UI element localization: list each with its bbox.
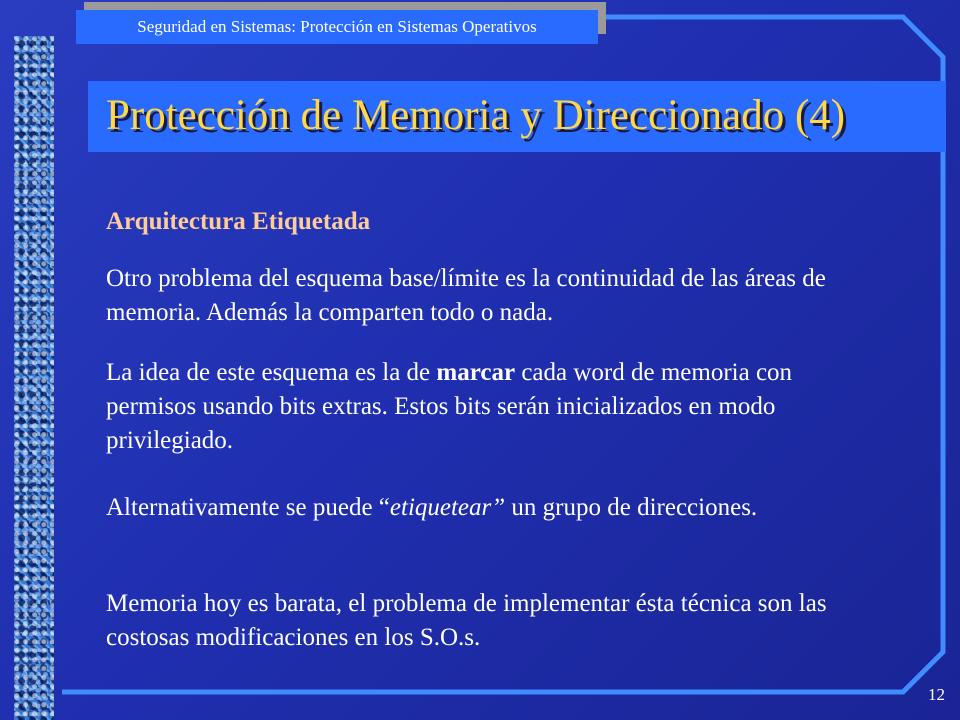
slide-title: Protección de Memoria y Direccionado (4) <box>106 92 846 139</box>
paragraph-marking-start: La idea de este esquema es la de <box>106 359 437 386</box>
emphasis-marcar: marcar <box>436 359 516 386</box>
emphasis-etiquetear: etiquetear” <box>389 494 506 521</box>
paragraph-marking-end: cada word de memoria con permisos usando bits extras. Estos bits serán inicializados en modo privilegiado. <box>106 359 793 454</box>
section-subheading: Arquitectura Etiquetada <box>106 208 371 235</box>
paragraph-tagging-end: un grupo de direcciones. <box>505 494 758 521</box>
decorative-side-strip <box>14 36 54 720</box>
paragraph-tagging-start: Alternativamente se puede “ <box>106 494 390 521</box>
paragraph-tagging <box>106 491 851 525</box>
paragraph-continuity: Otro problema del esquema base/límite es la continuidad de las áreas de memoria. Además la comparten todo o nada. <box>106 265 826 326</box>
paragraph-cost: Memoria hoy es barata, el problema de implementar ésta técnica son las costosas modificaciones en los S.O.s. <box>106 590 827 651</box>
header-course-title: Seguridad en Sistemas: Protección en Sistemas Operativos <box>76 10 598 44</box>
paragraph-marking <box>106 356 851 458</box>
page-number: 12 <box>928 685 945 704</box>
